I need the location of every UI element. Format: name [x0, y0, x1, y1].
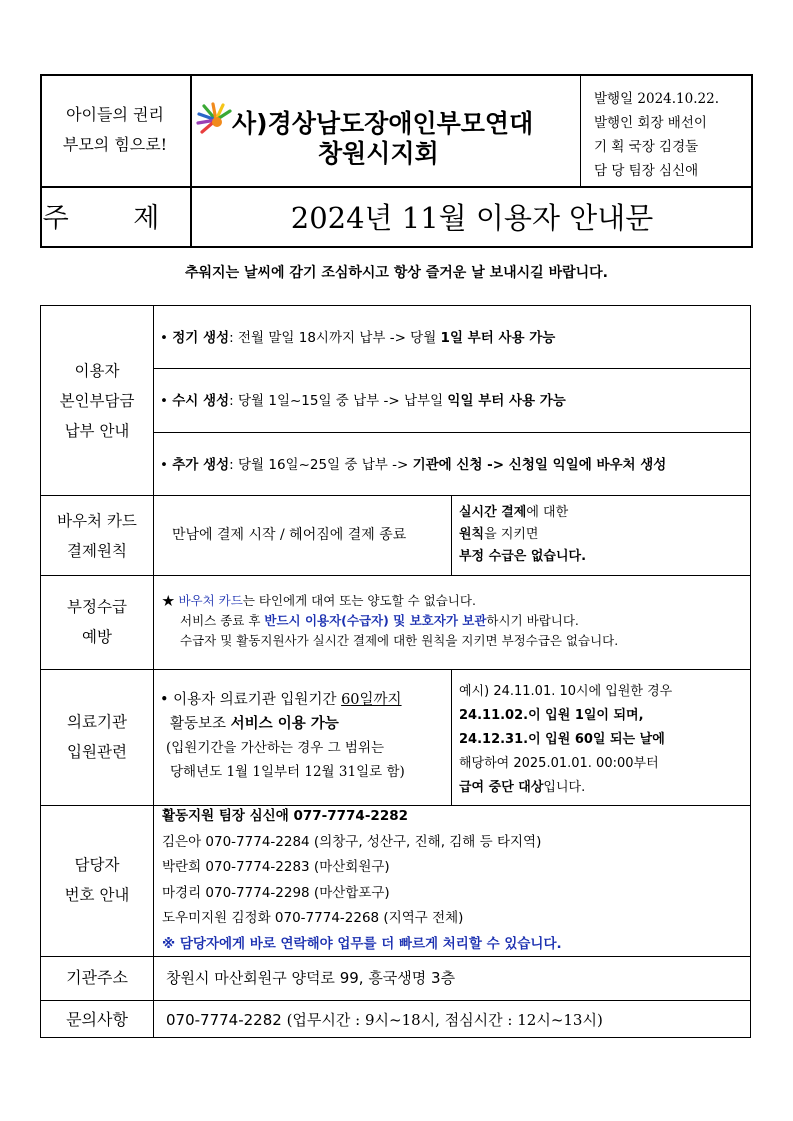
contact-note: ※ 담당자에게 바로 연락해야 업무를 더 빠르게 처리할 수 있습니다. [162, 935, 562, 952]
publish-date: 발행일 2024.10.22. [594, 91, 720, 107]
contact-list [162, 804, 562, 957]
inquiry-phone: 070-7774-2282 [166, 1011, 282, 1029]
contact-line: 김은아 070-7774-2284 (의창구, 성산구, 진해, 김해 등 타지역) [162, 833, 542, 850]
payment-additional: • 추가 생성: 당월 16일~25일 중 납부 -> 기관에 신청 -> 신청일 익일에 바우처 생성 [160, 457, 667, 473]
category-inquiry: 문의사항 [66, 1010, 128, 1029]
address-value: 창원시 마산회원구 양덕로 99, 흥국생명 3층 [166, 969, 456, 987]
inquiry-value [166, 1009, 603, 1031]
org-name: 사)경상남도장애인부모연대 [232, 109, 534, 138]
hospital-example: 예시) 24.11.01. 10시에 입원한 경우 24.11.02.이 입원 1일이 되며, 24.12.31.이 입원 60일 되는 날에 해당하여 2025.01.01. 00:00부터 급여 중단 대상입니다. [459, 684, 673, 795]
voucher-note: 실시간 결제에 대한 원칙을 지키면 부정 수급은 없습니다. [459, 505, 587, 564]
slogan [40, 100, 190, 160]
planner: 기 획 국장 김경둘 [594, 139, 699, 155]
manager: 담 당 팀장 심신애 [594, 163, 699, 179]
slogan-line2: 부모의 힘으로! [62, 135, 168, 154]
contact-line: 박란희 070-7774-2283 (마산회원구) [162, 859, 390, 875]
publisher: 발행인 회장 배선이 [594, 115, 707, 131]
subject-label: 주 제 [42, 203, 188, 234]
payment-occasional: • 수시 생성: 당월 1일~15일 중 납부 -> 납부일 익일 부터 사용 가능 [160, 393, 566, 409]
voucher-principle: 만남에 결제 시작 / 헤어짐에 결제 종료 [172, 527, 407, 543]
greeting: 추워지는 날씨에 감기 조심하시고 항상 즐거운 날 보내시길 바랍니다. [185, 265, 608, 281]
category-hospital: 의료기관 입원관련 [67, 713, 127, 761]
category-contacts: 담당자 번호 안내 [64, 856, 130, 904]
hospital-rule: • 이용자 의료기관 입원기간 60일까지 활동보조 서비스 이용 가능 (입원기간을 가산하는 경우 그 범위는 당해년도 1월 1일부터 12월 31일로 함) [160, 692, 405, 780]
category-fraud: 부정수급 예방 [67, 598, 127, 646]
slogan-line1: 아이들의 권리 [66, 105, 164, 124]
logo-icon [196, 102, 236, 138]
category-voucher: 바우처 카드 결제원칙 [57, 512, 137, 560]
payment-regular: • 정기 생성: 전월 말일 18시까지 납부 -> 당월 1일 부터 사용 가능 [160, 330, 556, 346]
org-branch: 창원시지회 [318, 139, 439, 168]
inquiry-hours: (업무시간 : 9시~18시, 점심시간 : 12시~13시) [281, 1011, 603, 1029]
category-payment: 이용자 본인부담금 납부 안내 [59, 362, 135, 440]
contact-line: 마경리 070-7774-2298 (마산합포구) [162, 884, 390, 901]
contact-line: 활동지원 팀장 심신애 077-7774-2282 [162, 808, 409, 824]
star-icon: ★ [162, 593, 179, 608]
page-title: 2024년 11월 이용자 안내문 [290, 201, 654, 235]
category-address: 기관주소 [66, 968, 128, 987]
contact-line: 도우미지원 김정화 070-7774-2268 (지역구 전체) [162, 910, 464, 926]
fraud-notice: ★ 바우처 카드는 타인에게 대여 또는 양도할 수 없습니다. 서비스 종료 후 반드시 이용자(수급자) 및 보호자가 보관하시기 바랍니다. 수급자 및 활동지원사가 실시간 결제에 대한 원칙을 지키면 부정수급은 없습니다. [162, 593, 619, 648]
